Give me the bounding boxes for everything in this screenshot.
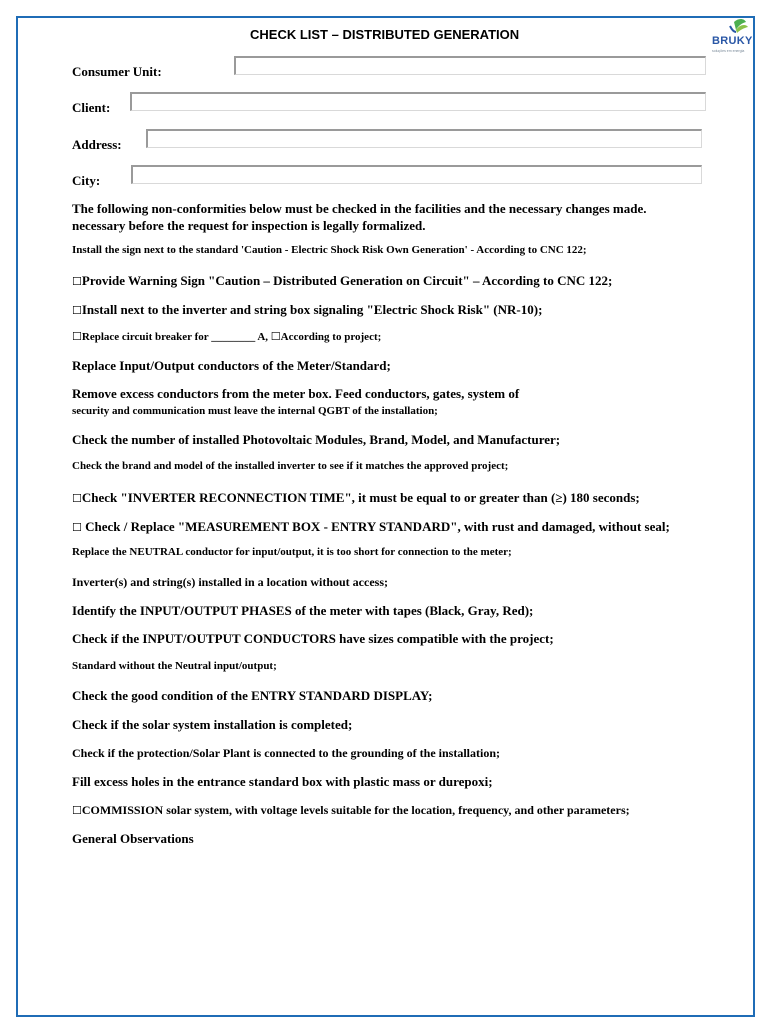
list-item: Check the brand and model of the installed inverter to see if it matches the approved project; — [72, 460, 509, 472]
list-item: ☐Provide Warning Sign "Caution – Distributed Generation on Circuit" – According to CNC 122; — [72, 273, 613, 288]
list-item: ☐Replace circuit breaker for ________ A, ☐According to project; — [72, 330, 382, 343]
list-item: ☐Install next to the inverter and string box signaling "Electric Shock Risk" (NR-10); — [72, 302, 543, 317]
address-field[interactable] — [146, 129, 702, 148]
list-item: Check if the solar system installation is completed; — [72, 717, 353, 732]
list-item: Remove excess conductors from the meter box. Feed conductors, gates, system of — [72, 386, 520, 401]
list-item: Fill excess holes in the entrance standard box with plastic mass or durepoxi; — [72, 774, 493, 789]
page-title: CHECK LIST – DISTRIBUTED GENERATION — [250, 27, 520, 42]
list-item: Identify the INPUT/OUTPUT PHASES of the meter with tapes (Black, Gray, Red); — [72, 603, 534, 618]
checkbox-icon[interactable]: ☐ — [72, 492, 82, 505]
logo-text: BRUKY — [712, 35, 753, 47]
list-item: Check the number of installed Photovoltaic Modules, Brand, Model, and Manufacturer; — [72, 432, 561, 447]
list-item: ☐Check "INVERTER RECONNECTION TIME", it must be equal to or greater than (≥) 180 seconds; — [72, 490, 640, 505]
list-item: Standard without the Neutral input/output; — [72, 660, 277, 672]
general-observations-label: General Observations — [72, 831, 194, 846]
address-label: Address: — [72, 137, 122, 152]
checkbox-icon[interactable]: ☐ — [72, 521, 82, 534]
city-label: City: — [72, 173, 101, 188]
checkbox-icon[interactable]: ☐ — [72, 804, 82, 817]
checkbox-icon[interactable]: ☐ — [72, 275, 82, 288]
list-item: ☐COMMISSION solar system, with voltage levels suitable for the location, frequency, and other parameters; — [72, 803, 630, 817]
list-item: security and communication must leave the internal QGBT of the installation; — [72, 405, 438, 417]
intro-line-1: The following non-conformities below must be checked in the facilities and the necessary changes made. — [72, 201, 647, 216]
list-item: Check if the INPUT/OUTPUT CONDUCTORS have sizes compatible with the project; — [72, 631, 554, 646]
list-item: Check if the protection/Solar Plant is connected to the grounding of the installation; — [72, 746, 501, 760]
client-field[interactable] — [130, 92, 706, 111]
list-item: ☐ Check / Replace "MEASUREMENT BOX - ENTRY STANDARD", with rust and damaged, without seal; — [72, 519, 670, 534]
consumer-unit-field[interactable] — [234, 56, 706, 75]
city-field[interactable] — [131, 165, 702, 184]
list-item: Replace Input/Output conductors of the Meter/Standard; — [72, 358, 391, 373]
list-item: Inverter(s) and string(s) installed in a location without access; — [72, 575, 388, 589]
list-item: Check the good condition of the ENTRY STANDARD DISPLAY; — [72, 688, 433, 703]
checkbox-icon[interactable]: ☐ — [270, 330, 281, 343]
intro-line-2: necessary before the request for inspection is legally formalized. — [72, 218, 426, 233]
list-item: Replace the NEUTRAL conductor for input/output, it is too short for connection to the meter; — [72, 546, 512, 558]
checkbox-icon[interactable]: ☐ — [72, 304, 82, 317]
checkbox-icon[interactable]: ☐ — [72, 330, 82, 343]
logo-tagline: soluções em energia — [712, 49, 745, 53]
consumer-unit-label: Consumer Unit: — [72, 64, 162, 79]
client-label: Client: — [72, 100, 111, 115]
list-item: Install the sign next to the standard 'Caution - Electric Shock Risk Own Generation' - According to CNC 122; — [72, 244, 587, 256]
